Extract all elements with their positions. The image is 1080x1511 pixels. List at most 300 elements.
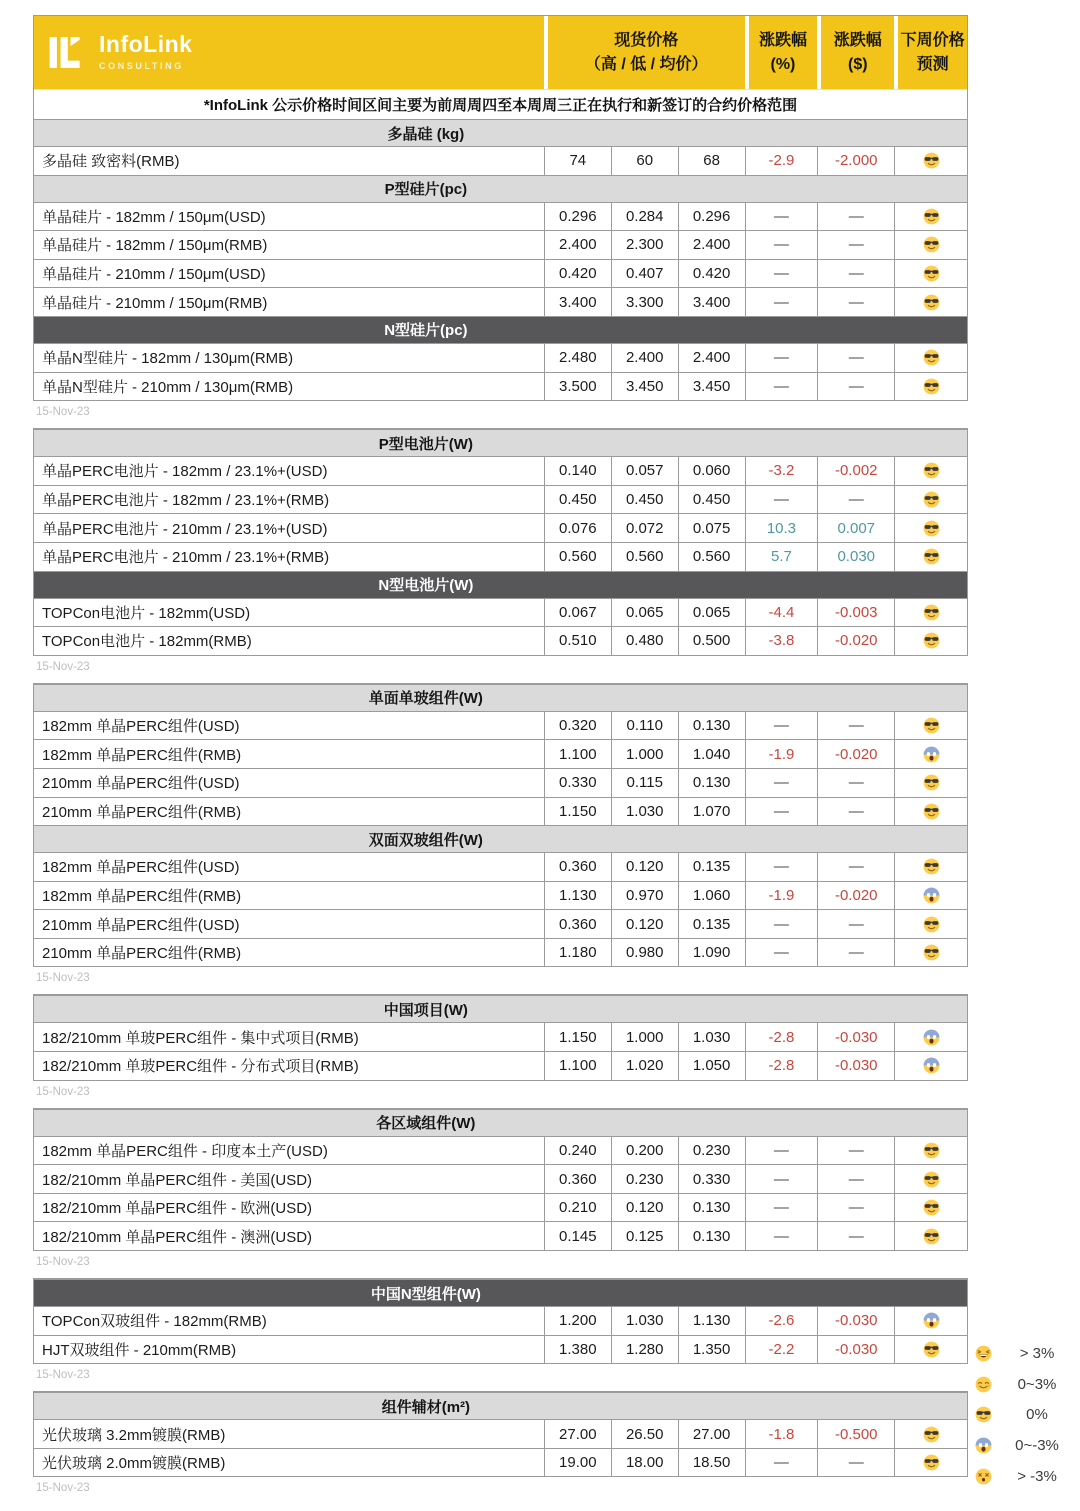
price-high: 27.00 [544,1420,611,1448]
price-high: 3.400 [544,288,611,316]
price-low: 0.057 [611,457,678,485]
price-avg: 0.450 [678,486,745,514]
sunglasses-face-icon [894,1137,967,1165]
row-label: 单晶硅片 - 182mm / 150μm(USD) [42,208,266,226]
price-low: 1.030 [611,1307,678,1335]
section-header: 各区域组件(W) [34,1109,967,1136]
table-row [34,202,967,231]
price-low: 0.284 [611,203,678,231]
change-pct: -2.8 [745,1052,818,1080]
price-high: 0.140 [544,457,611,485]
table-row [34,1419,967,1448]
price-low: 18.00 [611,1449,678,1477]
table-row [34,1306,967,1335]
row-label: 单晶硅片 - 210mm / 150μm(RMB) [42,294,268,312]
price-table-block [33,683,968,968]
brand-name: InfoLink [99,31,193,58]
price-high: 0.240 [544,1137,611,1165]
change-usd: — [817,1165,894,1193]
table-row [34,852,967,881]
price-avg: 0.420 [678,260,745,288]
sunglasses-face-icon [894,514,967,542]
price-high: 1.180 [544,939,611,967]
price-high: 0.210 [544,1194,611,1222]
price-avg: 0.296 [678,203,745,231]
change-pct: — [745,1165,818,1193]
price-high: 2.400 [544,231,611,259]
row-label: 182mm 单晶PERC组件(RMB) [42,746,242,764]
change-usd: — [817,486,894,514]
change-pct: -1.8 [745,1420,818,1448]
table-row [34,1051,967,1080]
change-usd: -2.000 [817,147,894,175]
change-pct: -2.6 [745,1307,818,1335]
table-row [34,739,967,768]
date-stamp: 15-Nov-23 [36,1369,90,1382]
price-high: 1.380 [544,1336,611,1364]
row-label: 182mm 单晶PERC组件 - 印度本土产(USD) [42,1142,328,1160]
price-avg: 2.400 [678,344,745,372]
change-pct: — [745,769,818,797]
row-label: 单晶N型硅片 - 182mm / 130μm(RMB) [42,350,294,368]
sunglasses-face-icon [894,231,967,259]
sunglasses-face-icon [894,853,967,881]
price-low: 1.020 [611,1052,678,1080]
change-pct: — [745,910,818,938]
price-low: 0.115 [611,769,678,797]
smiling-face-icon [970,1376,996,1393]
price-avg: 1.350 [678,1336,745,1364]
change-usd: -0.003 [817,599,894,627]
table-row [34,372,967,401]
change-pct: — [745,344,818,372]
change-pct: — [745,798,818,826]
price-note: *InfoLink 公示价格时间区间主要为前周周四至本周周三正在执行和新签订的合约价格范围 [34,89,967,119]
legend-label: > -3% [1017,1468,1057,1486]
forecast-legend [970,1338,1078,1492]
date-stamp: 15-Nov-23 [36,660,90,673]
row-label: 光伏玻璃 3.2mm镀膜(RMB) [42,1426,226,1444]
price-high: 0.560 [544,543,611,571]
change-usd: -0.500 [817,1420,894,1448]
change-pct: -3.2 [745,457,818,485]
change-pct: — [745,939,818,967]
price-low: 1.030 [611,798,678,826]
table-row [34,287,967,316]
price-low: 0.072 [611,514,678,542]
row-label: 182/210mm 单玻PERC组件 - 分布式项目(RMB) [42,1058,359,1076]
price-avg: 1.050 [678,1052,745,1080]
sunglasses-face-icon [894,1194,967,1222]
price-high: 2.480 [544,344,611,372]
column-header-change-usd: 涨跌幅 ($) [817,16,894,89]
change-pct: — [745,1449,818,1477]
legend-item [970,1430,1078,1461]
sunglasses-face-icon [894,1222,967,1250]
price-low: 2.400 [611,344,678,372]
row-label: 182/210mm 单晶PERC组件 - 欧洲(USD) [42,1200,313,1218]
change-usd: — [817,1137,894,1165]
sunglasses-face-icon [894,939,967,967]
change-pct: -2.8 [745,1023,818,1051]
price-low: 3.300 [611,288,678,316]
screaming-face-icon [894,740,967,768]
sunglasses-face-icon [894,373,967,401]
change-usd: -0.020 [817,627,894,655]
price-avg: 0.060 [678,457,745,485]
price-low: 0.125 [611,1222,678,1250]
row-label: 210mm 单晶PERC组件(RMB) [42,945,242,963]
row-label: 182mm 单晶PERC组件(RMB) [42,887,242,905]
price-low: 26.50 [611,1420,678,1448]
section-header: N型硅片(pc) [34,316,967,343]
price-avg: 0.230 [678,1137,745,1165]
section-header: N型电池片(W) [34,571,967,598]
table-row [34,230,967,259]
price-high: 0.360 [544,1165,611,1193]
price-low: 1.000 [611,1023,678,1051]
change-pct: 10.3 [745,514,818,542]
table-row [34,1221,967,1250]
sunglasses-face-icon [970,1406,996,1423]
change-pct: -1.9 [745,740,818,768]
price-high: 1.200 [544,1307,611,1335]
change-usd: — [817,712,894,740]
price-high: 74 [544,147,611,175]
change-pct: — [745,231,818,259]
price-low: 0.450 [611,486,678,514]
sunglasses-face-icon [894,1336,967,1364]
date-stamp: 15-Nov-23 [36,1256,90,1269]
section-header: 组件辅材(m²) [34,1392,967,1419]
price-avg: 1.070 [678,798,745,826]
section-header: 中国N型组件(W) [34,1279,967,1306]
price-avg: 0.075 [678,514,745,542]
price-table-block [33,994,968,1080]
sunglasses-face-icon [894,627,967,655]
legend-label: 0~3% [1017,1375,1057,1393]
price-low: 0.980 [611,939,678,967]
price-tables [33,15,968,1495]
price-low: 0.970 [611,882,678,910]
screaming-face-icon [894,1307,967,1335]
price-avg: 0.500 [678,627,745,655]
row-label: 210mm 单晶PERC组件(RMB) [42,803,242,821]
price-avg: 0.130 [678,1194,745,1222]
price-avg: 3.400 [678,288,745,316]
change-pct: -1.9 [745,882,818,910]
change-usd: -0.002 [817,457,894,485]
change-usd: — [817,1194,894,1222]
screaming-face-icon [894,1023,967,1051]
row-label: 182/210mm 单晶PERC组件 - 澳洲(USD) [42,1228,313,1246]
price-low: 0.120 [611,910,678,938]
sunglasses-face-icon [894,769,967,797]
price-high: 0.450 [544,486,611,514]
change-usd: — [817,910,894,938]
price-avg: 1.060 [678,882,745,910]
row-label: 单晶PERC电池片 - 210mm / 23.1%+(RMB) [42,549,330,567]
price-low: 0.230 [611,1165,678,1193]
section-header: 多晶硅 (kg) [34,119,967,146]
price-high: 0.360 [544,910,611,938]
legend-label: > 3% [1019,1344,1055,1362]
row-label: 单晶硅片 - 210mm / 150μm(USD) [42,266,266,284]
date-stamp: 15-Nov-23 [36,406,90,419]
sunglasses-face-icon [894,543,967,571]
table-row [34,513,967,542]
change-pct: — [745,260,818,288]
change-usd: — [817,769,894,797]
change-pct: — [745,486,818,514]
legend-item [970,1338,1078,1369]
price-avg: 0.130 [678,712,745,740]
price-table-block [33,1278,968,1364]
table-row [34,146,967,175]
legend-label: 0% [1026,1406,1048,1424]
change-pct: — [745,712,818,740]
change-usd: — [817,231,894,259]
row-label: 单晶N型硅片 - 210mm / 130μm(RMB) [42,378,294,396]
row-label: 光伏玻璃 2.0mm镀膜(RMB) [42,1455,226,1473]
sunglasses-face-icon [894,203,967,231]
table-row [34,1136,967,1165]
price-low: 3.450 [611,373,678,401]
laughing-face-icon [970,1345,996,1362]
sunglasses-face-icon [894,344,967,372]
table-row [34,598,967,627]
change-usd: 0.007 [817,514,894,542]
legend-label: 0~-3% [1015,1437,1059,1455]
price-low: 1.000 [611,740,678,768]
price-avg: 0.330 [678,1165,745,1193]
change-pct: — [745,373,818,401]
row-label: TOPCon电池片 - 182mm(USD) [42,604,251,622]
table-header-row [34,16,967,89]
row-label: 单晶PERC电池片 - 182mm / 23.1%+(USD) [42,463,328,481]
row-label: 210mm 单晶PERC组件(USD) [42,775,240,793]
table-row [34,485,967,514]
price-avg: 2.400 [678,231,745,259]
table-row [34,938,967,967]
change-pct: -2.9 [745,147,818,175]
column-header-change-pct: 涨跌幅 (%) [745,16,818,89]
row-label: 182/210mm 单晶PERC组件 - 美国(USD) [42,1171,313,1189]
price-low: 2.300 [611,231,678,259]
price-high: 0.076 [544,514,611,542]
change-pct: — [745,1137,818,1165]
brand-subtitle: CONSULTING [99,60,184,71]
row-label: HJT双玻组件 - 210mm(RMB) [42,1341,237,1359]
price-avg: 1.030 [678,1023,745,1051]
date-stamp: 15-Nov-23 [36,1085,90,1098]
row-label: 单晶PERC电池片 - 182mm / 23.1%+(RMB) [42,492,330,510]
table-row [34,881,967,910]
change-usd: -0.030 [817,1052,894,1080]
price-avg: 27.00 [678,1420,745,1448]
row-label: 210mm 单晶PERC组件(USD) [42,916,240,934]
section-header: P型电池片(W) [34,429,967,456]
sunglasses-face-icon [894,260,967,288]
price-low: 0.480 [611,627,678,655]
row-label: 182/210mm 单玻PERC组件 - 集中式项目(RMB) [42,1029,359,1047]
sunglasses-face-icon [894,910,967,938]
row-label: 单晶硅片 - 182mm / 150μm(RMB) [42,237,268,255]
sunglasses-face-icon [894,599,967,627]
section-header: 单面单玻组件(W) [34,684,967,711]
change-pct: — [745,288,818,316]
price-avg: 3.450 [678,373,745,401]
price-avg: 0.130 [678,1222,745,1250]
table-row [34,456,967,485]
row-label: TOPCon电池片 - 182mm(RMB) [42,633,252,651]
change-pct: — [745,853,818,881]
legend-item [970,1369,1078,1400]
change-usd: — [817,853,894,881]
price-avg: 0.135 [678,910,745,938]
column-header-forecast: 下周价格 预测 [894,16,967,89]
row-label: 182mm 单晶PERC组件(USD) [42,718,240,736]
legend-item [970,1400,1078,1431]
price-avg: 1.090 [678,939,745,967]
change-usd: -0.020 [817,740,894,768]
price-avg: 18.50 [678,1449,745,1477]
dizzy-face-icon [970,1468,996,1485]
change-usd: — [817,1222,894,1250]
change-usd: -0.030 [817,1336,894,1364]
change-pct: — [745,203,818,231]
price-high: 0.296 [544,203,611,231]
price-low: 0.110 [611,712,678,740]
price-avg: 0.065 [678,599,745,627]
change-usd: — [817,344,894,372]
price-low: 0.407 [611,260,678,288]
change-usd: — [817,288,894,316]
infolink-logo [34,16,544,89]
price-table-block [33,1391,968,1477]
sunglasses-face-icon [894,288,967,316]
sunglasses-face-icon [894,486,967,514]
change-usd: — [817,373,894,401]
change-pct: -3.8 [745,627,818,655]
price-high: 0.145 [544,1222,611,1250]
price-low: 0.200 [611,1137,678,1165]
price-avg: 1.130 [678,1307,745,1335]
price-avg: 68 [678,147,745,175]
sunglasses-face-icon [894,712,967,740]
price-high: 0.360 [544,853,611,881]
row-label: 182mm 单晶PERC组件(USD) [42,859,240,877]
change-usd: — [817,203,894,231]
screaming-face-icon [970,1437,996,1454]
screaming-face-icon [894,882,967,910]
change-usd: — [817,1449,894,1477]
price-high: 1.150 [544,1023,611,1051]
row-label: 单晶PERC电池片 - 210mm / 23.1%+(USD) [42,520,328,538]
price-low: 0.065 [611,599,678,627]
sunglasses-face-icon [894,1420,967,1448]
change-usd: 0.030 [817,543,894,571]
change-usd: — [817,798,894,826]
table-row [34,626,967,655]
column-header-spot-price: 现货价格 （高 / 低 / 均价） [544,16,745,89]
price-low: 60 [611,147,678,175]
price-high: 1.100 [544,740,611,768]
section-header: 双面双玻组件(W) [34,825,967,852]
date-stamp: 15-Nov-23 [36,1482,90,1495]
sunglasses-face-icon [894,798,967,826]
change-usd: -0.020 [817,882,894,910]
row-label: TOPCon双玻组件 - 182mm(RMB) [42,1313,267,1331]
change-usd: -0.030 [817,1023,894,1051]
table-row [34,259,967,288]
sunglasses-face-icon [894,147,967,175]
price-avg: 0.130 [678,769,745,797]
price-high: 0.067 [544,599,611,627]
table-row [34,343,967,372]
price-low: 0.120 [611,1194,678,1222]
infolink-logo-icon [46,34,86,71]
price-table-block [33,1108,968,1251]
price-avg: 1.040 [678,740,745,768]
table-row [34,542,967,571]
price-table-main [33,15,968,401]
change-pct: -2.2 [745,1336,818,1364]
price-avg: 0.135 [678,853,745,881]
table-row [34,711,967,740]
price-high: 19.00 [544,1449,611,1477]
table-row [34,1164,967,1193]
sunglasses-face-icon [894,457,967,485]
table-row [34,797,967,826]
screaming-face-icon [894,1052,967,1080]
price-high: 0.330 [544,769,611,797]
price-avg: 0.560 [678,543,745,571]
price-high: 0.420 [544,260,611,288]
change-pct: -4.4 [745,599,818,627]
price-low: 1.280 [611,1336,678,1364]
change-pct: — [745,1194,818,1222]
change-usd: -0.030 [817,1307,894,1335]
change-pct: — [745,1222,818,1250]
section-header: 中国项目(W) [34,995,967,1022]
sunglasses-face-icon [894,1165,967,1193]
price-low: 0.120 [611,853,678,881]
table-row [34,1335,967,1364]
price-high: 1.150 [544,798,611,826]
row-label: 多晶硅 致密料(RMB) [42,153,180,171]
table-row [34,1022,967,1051]
section-header: P型硅片(pc) [34,175,967,202]
price-high: 0.510 [544,627,611,655]
price-table-block [33,428,968,656]
date-stamp: 15-Nov-23 [36,972,90,985]
price-high: 1.130 [544,882,611,910]
table-row [34,1448,967,1477]
price-high: 3.500 [544,373,611,401]
table-row [34,1193,967,1222]
price-high: 0.320 [544,712,611,740]
change-usd: — [817,260,894,288]
table-row [34,909,967,938]
change-usd: — [817,939,894,967]
sunglasses-face-icon [894,1449,967,1477]
table-row [34,768,967,797]
price-high: 1.100 [544,1052,611,1080]
legend-item [970,1461,1078,1492]
price-low: 0.560 [611,543,678,571]
change-pct: 5.7 [745,543,818,571]
